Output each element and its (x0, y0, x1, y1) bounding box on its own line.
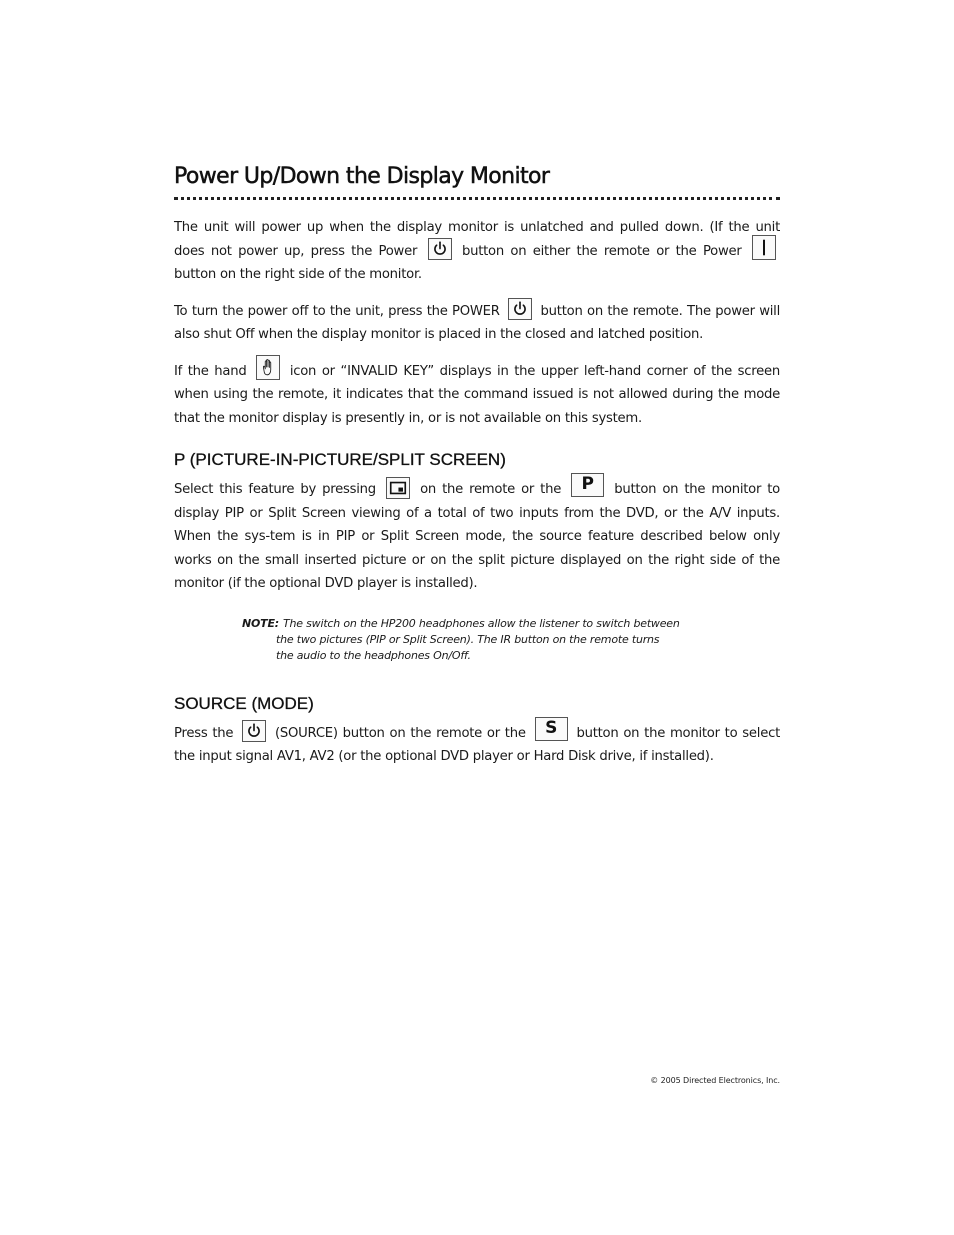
pip-paragraph (174, 474, 780, 596)
text-run: on the remote or the (413, 482, 568, 497)
manual-page (174, 162, 780, 782)
p-button-icon: P (571, 473, 604, 497)
text-run: icon or “INVALID KEY” displays in the upper left-hand corner of the screen when using the remote, it indicates that the command issued is not allowed during the mode that the monitor display is presently in, or is not available on this system. (174, 363, 781, 426)
text-run: Press the (174, 725, 239, 741)
text-run: The unit will power up when the display monitor is unlatched and pulled down. (If the unit does not power up, press the Power (174, 220, 780, 259)
note-block (242, 616, 680, 664)
text-run: (SOURCE) button on the remote or the (270, 725, 531, 741)
copyright-footer: © 2005 Directed Electronics, Inc. (650, 1076, 780, 1085)
power-paragraph-3 (174, 360, 780, 431)
text-run: Select this feature by pressing (174, 482, 382, 497)
pip-heading: P (PICTURE-IN-PICTURE/SPLIT SCREEN) (174, 450, 506, 469)
source-heading: SOURCE (MODE) (174, 693, 314, 713)
text-run: button on the monitor to select the input signal AV1, AV2 (or the optional DVD player or Hard Disk drive, if installed). (174, 725, 780, 764)
page-title: Power Up/Down the Display Monitor (174, 164, 550, 189)
text-run: To turn the power off to the unit, press the POWER (174, 303, 505, 319)
note-label: NOTE: (242, 616, 279, 630)
text-run: button on either the remote or the Power (455, 243, 748, 259)
power-icon (242, 720, 266, 742)
source-paragraph (174, 717, 780, 769)
power-paragraph-2 (174, 300, 780, 347)
power-icon (508, 298, 532, 320)
power-icon (428, 238, 452, 260)
note-text: The switch on the HP200 headphones allow the listener to switch between the two pictures (PIP or Split Screen). The IR button on the remote turns the audio to the headphones On/Off. (276, 616, 680, 662)
text-run: If the hand (174, 363, 253, 379)
power-bar-icon (752, 235, 776, 260)
text-run: button on the monitor to display PIP or Split Screen viewing of a total of two inputs from the DVD, or the A/V inputs. When the sys-tem is in PIP or Split Screen mode, the source feature described below only works on the small inserted picture or on the split picture displayed on the right side of the monitor (if the optional DVD player is installed). (174, 482, 780, 591)
s-button-icon: S (535, 717, 568, 741)
power-paragraph-1 (174, 216, 780, 287)
hand-icon (256, 355, 280, 380)
title-divider (174, 197, 780, 200)
text-run: button on the right side of the monitor. (174, 267, 422, 282)
pip-icon (386, 477, 410, 499)
text-run: button on the remote. The power will also shut Off when the display monitor is placed in the closed and latched position. (174, 303, 780, 342)
